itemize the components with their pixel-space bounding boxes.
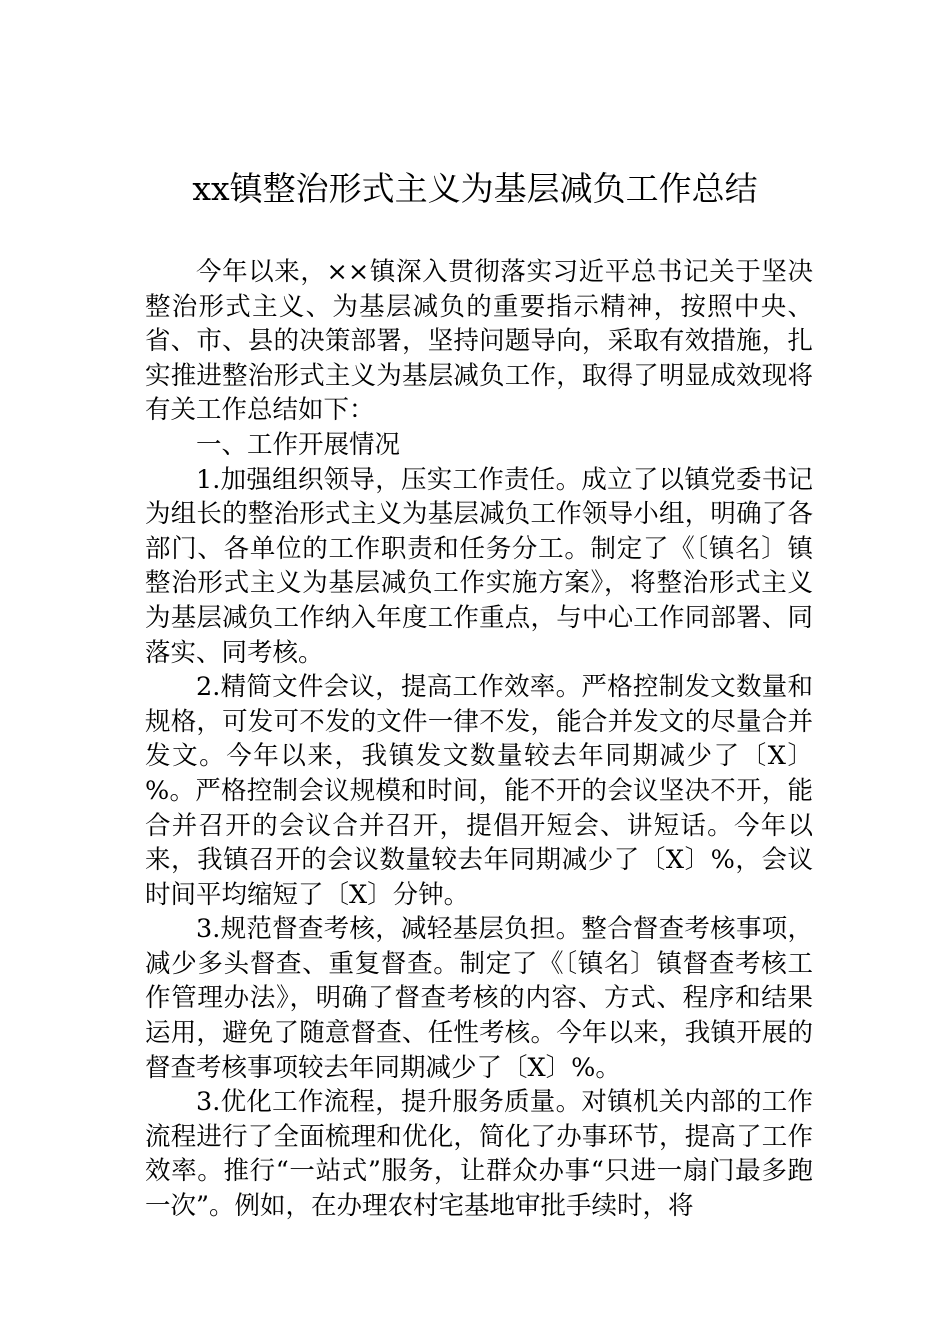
document-body <box>145 255 813 1224</box>
paragraph-intro: 今年以来，××镇深入贯彻落实习近平总书记关于坚决整治形式主义、为基层减负的重要指示精神，按照中央、省、市、县的决策部署，坚持问题导向，采取有效措施，扎实推进整治形式主义为基层减负工作，取得了明显成效现将有关工作总结如下： <box>145 257 813 426</box>
section-heading: 一、工作开展情况 <box>196 429 401 460</box>
paragraph-item-1: 1.加强组织领导，压实工作责任。成立了以镇党委书记为组长的整治形式主义为基层减负工作领导小组，明确了各部门、各单位的工作职责和任务分工。制定了《〔镇名〕镇整治形式主义为基层减负工作实施方案》，将整治形式主义为基层减负工作纳入年度工作重点，与中心工作同部署、同落实、同考核。 <box>145 464 813 668</box>
paragraph-item-4: 3.优化工作流程，提升服务质量。对镇机关内部的工作流程进行了全面梳理和优化，简化了办事环节，提高了工作效率。推行“一站式”服务，让群众办事“只进一扇门最多跑一次”。例如，在办理农村宅基地审批手续时，将 <box>145 1087 813 1222</box>
paragraph-item-2: 2.精简文件会议，提高工作效率。严格控制发文数量和规格，可发可不发的文件一律不发，能合并发文的尽量合并发文。今年以来，我镇发文数量较去年同期减少了〔X〕%。严格控制会议规模和时间，能不开的会议坚决不开，能合并召开的会议合并召开，提倡开短会、讲短话。今年以来，我镇召开的会议数量较去年同期减少了〔X〕%，会议时间平均缩短了〔X〕分钟。 <box>145 672 813 910</box>
paragraph-item-3: 3.规范督查考核，减轻基层负担。整合督查考核事项，减少多头督查、重复督查。制定了《〔镇名〕镇督查考核工作管理办法》，明确了督查考核的内容、方式、程序和结果运用，避免了随意督查、任性考核。今年以来，我镇开展的督查考核事项较去年同期减少了〔X〕%。 <box>145 914 813 1083</box>
document-title: xx镇整治形式主义为基层减负工作总结 <box>192 169 758 208</box>
